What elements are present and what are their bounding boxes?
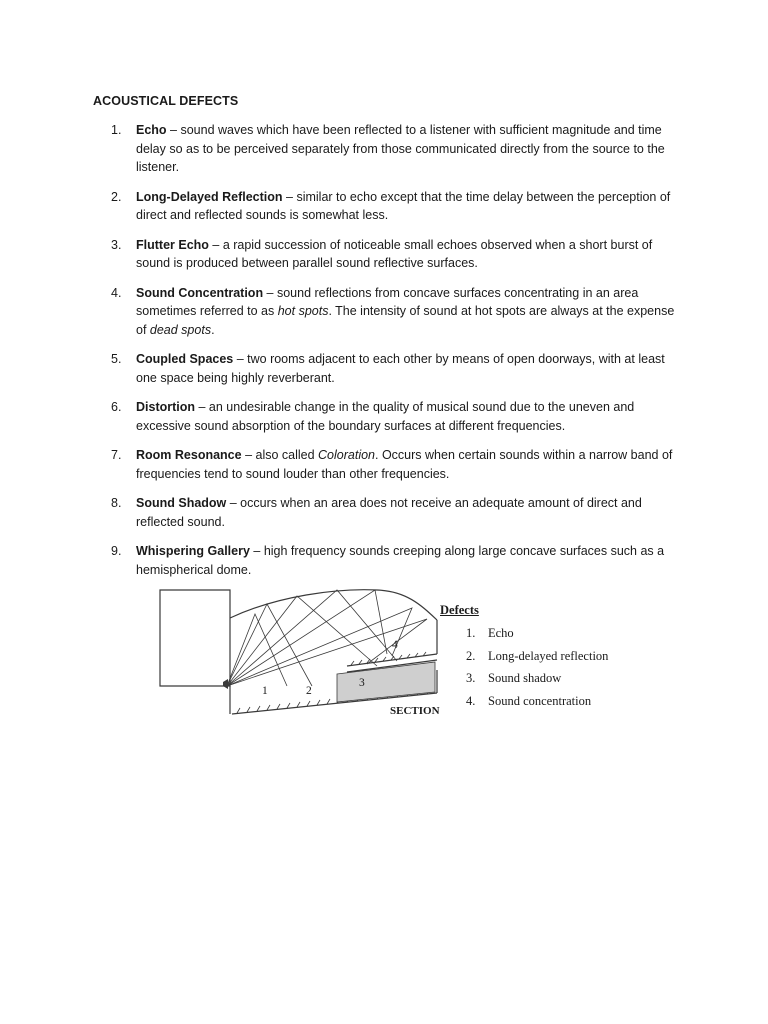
item-term: Echo [136,123,167,137]
defect-item [0,350,768,387]
item-term: Whispering Gallery [136,544,250,558]
page-title: ACOUSTICAL DEFECTS [93,94,239,108]
item-emphasis: Coloration [318,448,376,462]
legend-number: 4. [466,693,476,708]
legend-number: 2. [466,648,476,663]
item-text: . Occurs when certain sounds within a narrow band of frequencies tend to sound louder than other frequencies. [136,448,673,481]
item-body [136,121,684,177]
item-body [136,236,684,273]
defects-legend [440,603,608,712]
item-number: 4. [111,285,122,300]
sound-shadow-region [337,662,435,702]
item-body [136,494,684,531]
item-emphasis: hot spots [277,304,329,318]
item-text: – high frequency sounds creeping along large concave surfaces such as a hemispherical dome. [136,544,665,577]
defect-item [0,284,768,340]
item-body [136,284,684,340]
defect-item [0,446,768,483]
item-term: Sound Shadow [136,496,227,510]
marker-3: 3 [359,677,365,689]
defect-item [0,542,768,579]
defect-item [0,188,768,225]
defect-item [0,494,768,531]
item-number: 8. [111,496,122,510]
item-text: . [211,322,215,337]
item-term: Distortion [136,400,196,414]
item-term: Coupled Spaces [136,352,234,366]
item-body [136,542,684,579]
item-number: 9. [111,544,122,558]
section-label: SECTION [390,705,440,717]
item-term: Room Resonance [136,448,242,462]
legend-row [466,645,608,668]
item-term: Flutter Echo [136,237,209,252]
legend-number: 3. [466,671,476,685]
item-text: – two rooms adjacent to each other by means of open doorways, with at least one space being highly reverberant. [136,352,665,385]
legend-row [466,667,608,690]
item-number: 1. [111,123,122,137]
legend-label: Sound shadow [488,671,562,685]
item-number: 3. [111,237,122,252]
item-text: – similar to echo except that the time delay between the perception of direct and reflected sounds is somewhat less. [136,189,671,222]
legend-number: 1. [466,626,476,640]
defect-list [0,121,768,590]
item-text: . The intensity of sound at hot spots are always at the expense of [136,304,675,337]
item-number: 7. [111,448,122,462]
legend-label: Long-delayed reflection [488,648,609,663]
defect-item [0,121,768,177]
defect-item [0,236,768,273]
item-text: – an undesirable change in the quality of musical sound due to the uneven and excessive sound absorption of the boundary surfaces at different frequencies. [136,400,635,433]
stage-wall [160,590,230,686]
item-number: 5. [111,352,122,366]
legend-row [466,622,608,645]
item-text: – sound reflections from concave surfaces concentrating in an area sometimes referred to as [136,285,639,318]
item-number: 6. [111,400,122,414]
source-icon [223,679,228,689]
item-term: Sound Concentration [136,285,264,300]
marker-2: 2 [306,685,312,697]
legend-row [466,690,608,713]
item-text: – also called [241,448,319,462]
item-body [136,350,684,387]
item-text: – occurs when an area does not receive an adequate amount of direct and reflected sound. [136,496,642,529]
legend-label: Sound concentration [488,693,592,708]
marker-1: 1 [262,685,268,697]
legend-rows [440,622,608,712]
legend-label: Echo [488,626,514,640]
item-number: 2. [111,189,122,204]
item-emphasis: dead spots [149,322,212,337]
item-body [136,398,684,435]
item-term: Long-Delayed Reflection [136,189,283,204]
defect-item [0,398,768,435]
legend-title: Defects [440,603,479,617]
item-text: – sound waves which have been reflected to a listener with sufficient magnitude and time delay so as to be perceived separately from those communicated directly from the source to the listener. [136,123,665,174]
item-body [136,188,684,225]
item-text: – a rapid succession of noticeable small echoes observed when a short burst of sound is produced between parallel sound reflective surfaces. [136,237,653,270]
item-body [136,446,684,483]
marker-4: 4 [392,639,398,651]
